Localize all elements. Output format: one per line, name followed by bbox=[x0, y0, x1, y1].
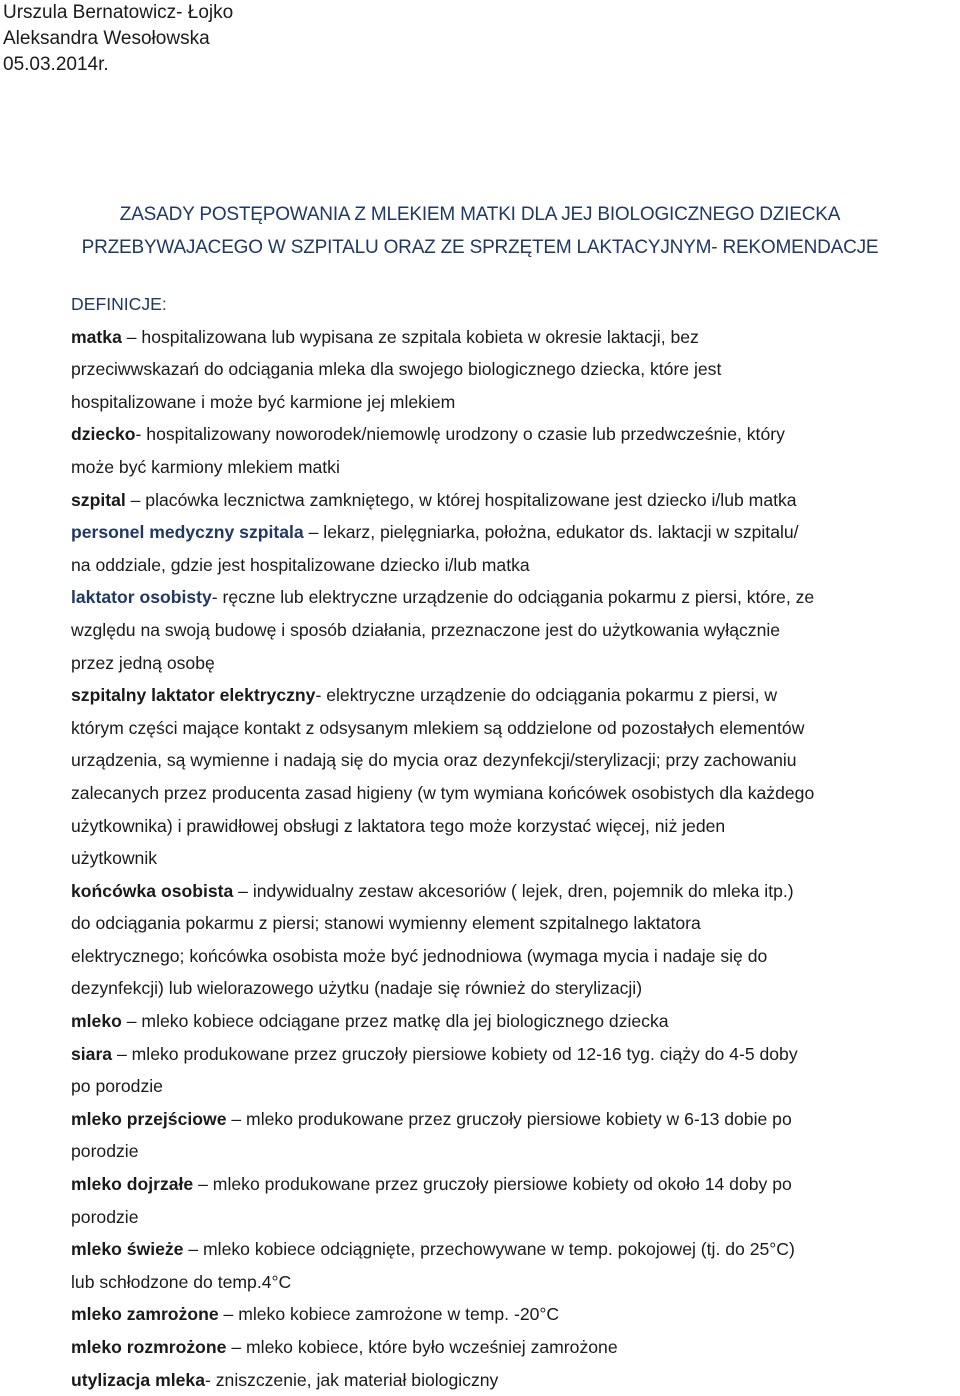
definitions-section bbox=[71, 288, 959, 1396]
definition-continuation-line bbox=[71, 353, 959, 386]
definition-term: utylizacja mleka bbox=[71, 1369, 205, 1390]
definition-term: siara bbox=[71, 1043, 113, 1064]
definition-term: szpitalny laktator elektryczny bbox=[71, 685, 316, 706]
definition-term: końcówka osobista bbox=[71, 880, 234, 901]
definition-text: zalecanych przez producenta zasad higieny (w tym wymiana końcówek osobistych dla każdego bbox=[71, 782, 815, 803]
author-name-2: Aleksandra Wesołowska bbox=[3, 28, 210, 49]
author-block bbox=[3, 0, 233, 78]
definition-text: hospitalizowane i może być karmione jej mlekiem bbox=[71, 391, 456, 412]
definition-line bbox=[71, 1331, 959, 1364]
definition-text: porodzie bbox=[71, 1141, 139, 1162]
definition-term: mleko bbox=[71, 1011, 122, 1032]
definition-text: - hospitalizowany noworodek/niemowlę urodzony o czasie lub przedwcześnie, który bbox=[135, 424, 785, 445]
definition-term: mleko przejściowe bbox=[71, 1108, 227, 1129]
definition-text: do odciągania pokarmu z piersi; stanowi wymienny element szpitalnego laktatora bbox=[71, 913, 701, 934]
definition-text: względu na swoją budowę i sposób działania, przeznaczone jest do użytkowania wyłącznie bbox=[71, 619, 781, 640]
definition-continuation-line bbox=[71, 907, 959, 940]
definition-text: – lekarz, pielęgniarka, położna, edukator ds. laktacji w szpitalu/ bbox=[303, 522, 799, 543]
definition-continuation-line bbox=[71, 1135, 959, 1168]
definition-continuation-line bbox=[71, 1201, 959, 1234]
definition-term: mleko dojrzałe bbox=[71, 1174, 194, 1195]
definition-text: – mleko kobiece odciągane przez matkę dla jej biologicznego dziecka bbox=[121, 1011, 669, 1032]
definition-text: porodzie bbox=[71, 1206, 139, 1227]
document-date: 05.03.2014r. bbox=[3, 54, 109, 75]
definition-text: – placówka lecznictwa zamkniętego, w której hospitalizowane jest dziecko i/lub matka bbox=[125, 489, 797, 510]
definition-line bbox=[71, 1038, 959, 1071]
definition-continuation-line bbox=[71, 1070, 959, 1103]
definition-line bbox=[71, 484, 959, 517]
definition-continuation-line bbox=[71, 386, 959, 419]
definition-line bbox=[71, 581, 959, 614]
definition-text: elektrycznego; końcówka osobista może być jednodniowa (wymaga mycia i nadaje się do bbox=[71, 945, 768, 966]
definition-line bbox=[71, 1364, 959, 1396]
definition-text: – mleko produkowane przez gruczoły piersiowe kobiety w 6-13 dobie po bbox=[226, 1108, 792, 1129]
definition-text: dezynfekcji) lub wielorazowego użytku (nadaje się również do sterylizacji) bbox=[71, 978, 643, 999]
definition-text: – mleko kobiece odciągnięte, przechowywane w temp. pokojowej (tj. do 25°C) bbox=[183, 1239, 795, 1260]
definition-continuation-line bbox=[71, 647, 959, 680]
definition-text: - elektryczne urządzenie do odciągania pokarmu z piersi, w bbox=[315, 685, 778, 706]
definition-text: – mleko produkowane przez gruczoły piersiowe kobiety od 12-16 tyg. ciąży do 4-5 doby bbox=[112, 1043, 798, 1064]
definition-text: użytkownik bbox=[71, 848, 158, 869]
definitions-heading: DEFINICJE: bbox=[71, 294, 167, 314]
definition-text: - zniszczenie, jak materiał biologiczny bbox=[204, 1369, 499, 1390]
title-line-1: ZASADY POSTĘPOWANIA Z MLEKIEM MATKI DLA JEJ BIOLOGICZNEGO DZIECKA bbox=[119, 204, 841, 225]
definition-continuation-line bbox=[71, 451, 959, 484]
definition-term: dziecko bbox=[71, 424, 136, 445]
definition-text: na oddziale, gdzie jest hospitalizowane dziecko i/lub matka bbox=[71, 554, 530, 575]
document-title bbox=[0, 198, 960, 264]
definition-text: przez jedną osobę bbox=[71, 652, 215, 673]
definition-continuation-line bbox=[71, 842, 959, 875]
definitions-list bbox=[71, 321, 959, 1396]
definition-term: laktator osobisty bbox=[71, 587, 212, 608]
definition-continuation-line bbox=[71, 810, 959, 843]
definition-continuation-line bbox=[71, 712, 959, 745]
definition-term: szpital bbox=[71, 489, 126, 510]
definition-text: – indywidualny zestaw akcesoriów ( lejek, dren, pojemnik do mleka itp.) bbox=[233, 880, 794, 901]
definition-text: przeciwwskazań do odciągania mleka dla swojego biologicznego dziecka, które jest bbox=[71, 359, 722, 380]
definition-text: może być karmiony mlekiem matki bbox=[71, 456, 340, 477]
definition-continuation-line bbox=[71, 1266, 959, 1299]
title-line-2: PRZEBYWAJACEGO W SZPITALU ORAZ ZE SPRZĘTEM LAKTACYJNYM- REKOMENDACJE bbox=[81, 237, 879, 258]
definition-continuation-line bbox=[71, 777, 959, 810]
definition-text: – mleko kobiece zamrożone w temp. -20°C bbox=[218, 1304, 560, 1325]
definition-continuation-line bbox=[71, 549, 959, 582]
definition-line bbox=[71, 875, 959, 908]
definition-text: – hospitalizowana lub wypisana ze szpitala kobieta w okresie laktacji, bez bbox=[121, 326, 699, 347]
definition-line bbox=[71, 1005, 959, 1038]
definition-term: mleko zamrożone bbox=[71, 1304, 219, 1325]
definition-line bbox=[71, 516, 959, 549]
definition-text: urządzenia, są wymienne i nadają się do mycia oraz dezynfekcji/sterylizacji; przy zachowaniu bbox=[71, 750, 797, 771]
definition-term: mleko rozmrożone bbox=[71, 1337, 227, 1357]
definition-text: którym części mające kontakt z odsysanym mlekiem są oddzielone od pozostałych elementów bbox=[71, 717, 805, 738]
definition-text: lub schłodzone do temp.4°C bbox=[71, 1271, 292, 1292]
definition-continuation-line bbox=[71, 614, 959, 647]
definition-continuation-line bbox=[71, 744, 959, 777]
definition-text: – mleko produkowane przez gruczoły piersiowe kobiety od około 14 doby po bbox=[193, 1174, 792, 1195]
definition-line bbox=[71, 418, 959, 451]
definition-text: - ręczne lub elektryczne urządzenie do odciągania pokarmu z piersi, które, ze bbox=[211, 587, 815, 608]
definition-line bbox=[71, 321, 959, 354]
definition-line bbox=[71, 1103, 959, 1136]
author-name-1: Urszula Bernatowicz- Łojko bbox=[3, 2, 234, 23]
definition-text: po porodzie bbox=[71, 1076, 163, 1097]
definition-line bbox=[71, 679, 959, 712]
definition-line bbox=[71, 1298, 959, 1331]
definition-continuation-line bbox=[71, 940, 959, 973]
definition-continuation-line bbox=[71, 972, 959, 1005]
definition-text: użytkownika) i prawidłowej obsługi z laktatora tego może korzystać więcej, niż jeden bbox=[71, 815, 726, 836]
definition-term: mleko świeże bbox=[71, 1239, 184, 1260]
definition-line bbox=[71, 1233, 959, 1266]
definition-text: – mleko kobiece, które było wcześniej zamrożone bbox=[226, 1337, 618, 1357]
definition-term: personel medyczny szpitala bbox=[71, 522, 304, 543]
definition-line bbox=[71, 1168, 959, 1201]
definition-term: matka bbox=[71, 326, 122, 347]
